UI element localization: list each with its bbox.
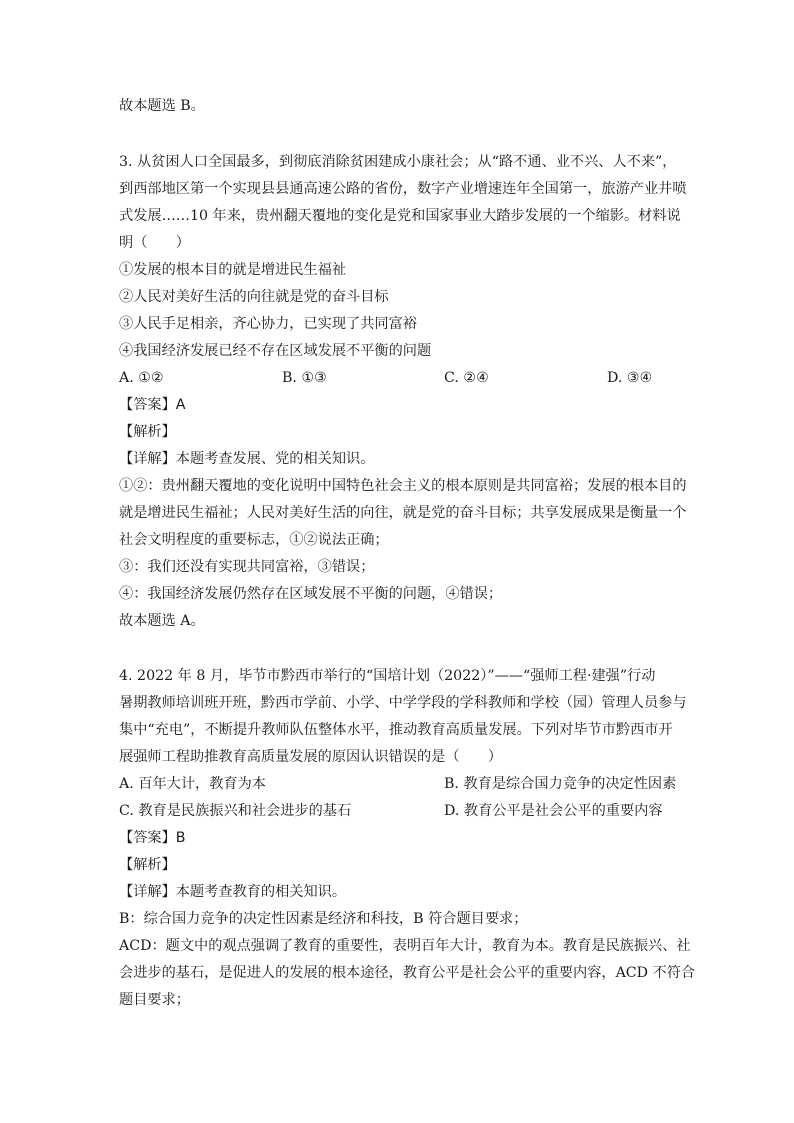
q4-detail-line: 会进步的基石，是促进人的发展的根本途径，教育公平是社会公平的重要内容，ACD 不符合 bbox=[119, 965, 696, 981]
prev-conclusion: 故本题选 B。 bbox=[119, 98, 205, 114]
q3-option-d: D. ③④ bbox=[607, 370, 653, 386]
q3-stem-line: 到西部地区第一个实现县县通高速公路的省份，数字产业增速连年全国第一，旅游产业井喷 bbox=[119, 181, 687, 197]
q3-detail-line: 【详解】本题考查发展、党的相关知识。 bbox=[119, 451, 375, 467]
q4-detail-line: 【详解】本题考查教育的相关知识。 bbox=[119, 884, 347, 900]
q3-detail-line: ③：我们还没有实现共同富裕，③错误； bbox=[119, 559, 375, 575]
q4-detail-line: ACD：题文中的观点强调了教育的重要性，表明百年大计，教育为本。教育是民族振兴、社 bbox=[119, 938, 691, 954]
q3-option-c: C. ②④ bbox=[444, 370, 489, 386]
q4-stem-line: 集中“充电”，不断提升教师队伍整体水平，推动教育高质量发展。下列对毕节市黔西市开 bbox=[119, 722, 673, 738]
q3-option-a: A. ①② bbox=[119, 370, 164, 386]
q3-detail-line: ④：我国经济发展仍然存在区域发展不平衡的问题，④错误； bbox=[119, 586, 503, 602]
q4-option-c: C. 教育是民族振兴和社会进步的基石 bbox=[119, 803, 352, 819]
q4-answer: 【答案】B bbox=[119, 830, 186, 846]
q4-analysis-label: 【解析】 bbox=[119, 857, 176, 873]
q3-detail-line: 社会文明程度的重要标志，①②说法正确； bbox=[119, 532, 389, 548]
q3-stem-line: 3. 从贫困人口全国最多，到彻底消除贫困建成小康社会；从“路不通、业不兴、人不来”， bbox=[119, 154, 677, 170]
q4-option-b: B. 教育是综合国力竞争的决定性因素 bbox=[444, 776, 677, 792]
q3-detail-line: ①②：贵州翻天覆地的变化说明中国特色社会主义的根本原则是共同富裕；发展的根本目的 bbox=[119, 478, 687, 494]
q3-statement-2: ②人民对美好生活的向往就是党的奋斗目标 bbox=[119, 289, 389, 305]
q3-analysis-label: 【解析】 bbox=[119, 424, 176, 440]
q3-detail-line: 故本题选 A。 bbox=[119, 613, 205, 629]
q4-detail-line: 题目要求； bbox=[119, 992, 190, 1008]
q3-statement-1: ①发展的根本目的就是增进民生福祉 bbox=[119, 262, 347, 278]
q3-option-b: B. ①③ bbox=[282, 370, 327, 386]
q4-option-a: A. 百年大计，教育为本 bbox=[119, 776, 266, 792]
q3-statement-3: ③人民手足相亲，齐心协力，已实现了共同富裕 bbox=[119, 316, 417, 332]
q3-stem-line: 式发展……10 年来，贵州翻天覆地的变化是党和国家事业大踏步发展的一个缩影。材料说 bbox=[119, 208, 681, 224]
q3-statement-4: ④我国经济发展已经不存在区域发展不平衡的问题 bbox=[119, 343, 432, 359]
q3-detail-line: 就是增进民生福祉；人民对美好生活的向往，就是党的奋斗目标；共享发展成果是衡量一个 bbox=[119, 505, 687, 521]
q4-detail-line: B：综合国力竞争的决定性因素是经济和科技，B 符合题目要求； bbox=[119, 911, 528, 927]
q3-answer: 【答案】A bbox=[119, 397, 186, 413]
q3-stem-line: 明（ ） bbox=[119, 235, 190, 251]
q4-stem-line: 展强师工程助推教育高质量发展的原因认识错误的是（ ） bbox=[119, 749, 503, 765]
q4-stem-line: 4. 2022 年 8 月，毕节市黔西市举行的“国培计划（2022）”——“强师工程·建强”行动 bbox=[119, 668, 656, 684]
q4-stem-line: 暑期教师培训班开班，黔西市学前、小学、中学学段的学科教师和学校（园）管理人员参与 bbox=[119, 695, 687, 711]
q4-option-d: D. 教育公平是社会公平的重要内容 bbox=[444, 803, 663, 819]
